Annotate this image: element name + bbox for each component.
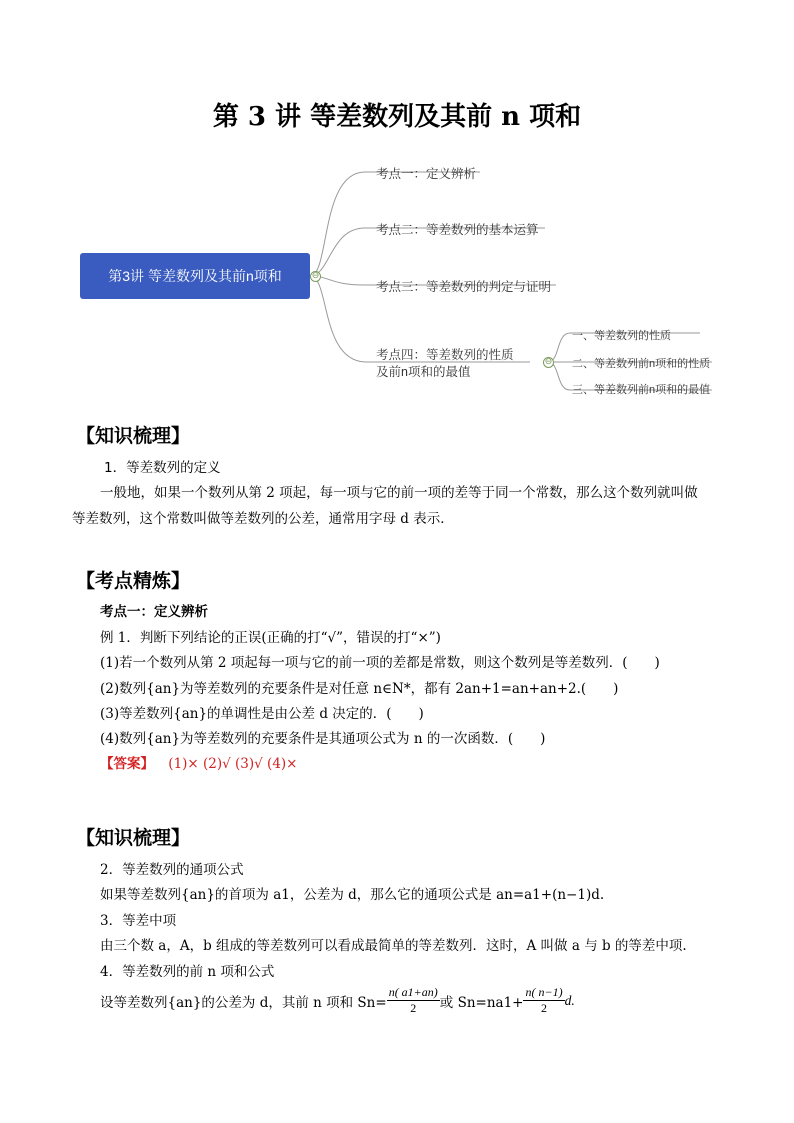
paragraph-line: 由三个数 a，A，b 组成的等差数列可以看成最简单的等差数列．这时，A 叫做 a 与 b 的等差中项.: [100, 938, 687, 954]
collapse-icon[interactable]: ⊖: [544, 357, 553, 367]
mindmap-branch-1[interactable]: 考点一：定义辨析: [376, 167, 477, 181]
formula-middle: 或 Sn=na1+: [439, 994, 524, 1011]
section-heading: 【知识梳理】: [76, 827, 191, 849]
kaodian-title: 考点一：定义辨析: [100, 604, 208, 620]
question-1: (1)若一个数列从第 2 项起每一项与它的前一项的差都是常数，则这个数列是等差数列．( ): [100, 655, 660, 671]
section-heading: 【考点精炼】: [76, 570, 191, 592]
answer-text: (1)× (2)√ (3)√ (4)×: [168, 756, 298, 772]
paragraph-line: 等差数列，这个常数叫做等差数列的公差，通常用字母 d 表示．: [72, 511, 454, 527]
fraction-1: [387, 985, 440, 1016]
example-text: 例 1．判断下列结论的正误(正确的打“√”，错误的打“×”): [100, 630, 441, 646]
formula-suffix: d.: [564, 992, 575, 1008]
mindmap-leaf-1[interactable]: 一、等差数列的性质: [572, 330, 671, 342]
item-title: 1．等差数列的定义: [104, 460, 221, 476]
mindmap-branch-2[interactable]: 考点二：等差数列的基本运算: [376, 223, 539, 237]
section-heading: 【知识梳理】: [76, 425, 191, 447]
mindmap-branch-4-line2[interactable]: 及前n项和的最值: [376, 365, 471, 379]
fraction-1-denominator: 2: [410, 1001, 417, 1015]
fraction-2: [523, 985, 564, 1016]
mindmap-leaf-2[interactable]: 二、等差数列前n项和的性质: [572, 358, 711, 370]
mindmap-branch-4[interactable]: 考点四：等差数列的性质: [376, 348, 514, 362]
collapse-icon[interactable]: ⊖: [311, 271, 320, 281]
paragraph-line: 一般地，如果一个数列从第 2 项起，每一项与它的前一项的差等于同一个常数，那么这个数列就叫做: [100, 485, 698, 501]
page-title: 第 3 讲 等差数列及其前 n 项和: [212, 102, 582, 132]
question-4: (4)数列{an}为等差数列的充要条件是其通项公式为 n 的一次函数．( ): [100, 731, 546, 747]
paragraph-line: 如果等差数列{an}的首项为 a1，公差为 d，那么它的通项公式是 an=a1+(n−1)d.: [100, 887, 605, 903]
sum-formula: [100, 985, 575, 1016]
answer-tag: 【答案】: [100, 756, 154, 772]
formula-prefix: 设等差数列{an}的公差为 d，其前 n 项和 Sn=: [100, 994, 387, 1011]
item-title: 3．等差中项: [100, 913, 177, 929]
fraction-2-denominator: 2: [541, 1001, 548, 1015]
mindmap-branch-3[interactable]: 考点三：等差数列的判定与证明: [376, 280, 552, 294]
question-3: (3)等差数列{an}的单调性是由公差 d 决定的．( ): [100, 706, 424, 722]
fraction-1-numerator: n( a1+an): [388, 985, 438, 999]
fraction-2-numerator: n( n−1): [525, 985, 563, 999]
question-2: (2)数列{an}为等差数列的充要条件是对任意 n∈N*，都有 2an+1=an+an+2.( ): [100, 681, 619, 697]
mindmap-leaf-3[interactable]: 三、等差数列前n项和的最值: [572, 384, 711, 396]
item-title: 2．等差数列的通项公式: [100, 862, 244, 878]
item-title: 4．等差数列的前 n 项和公式: [100, 964, 275, 980]
mindmap-root[interactable]: 第3讲 等差数列及其前n项和: [80, 253, 310, 299]
